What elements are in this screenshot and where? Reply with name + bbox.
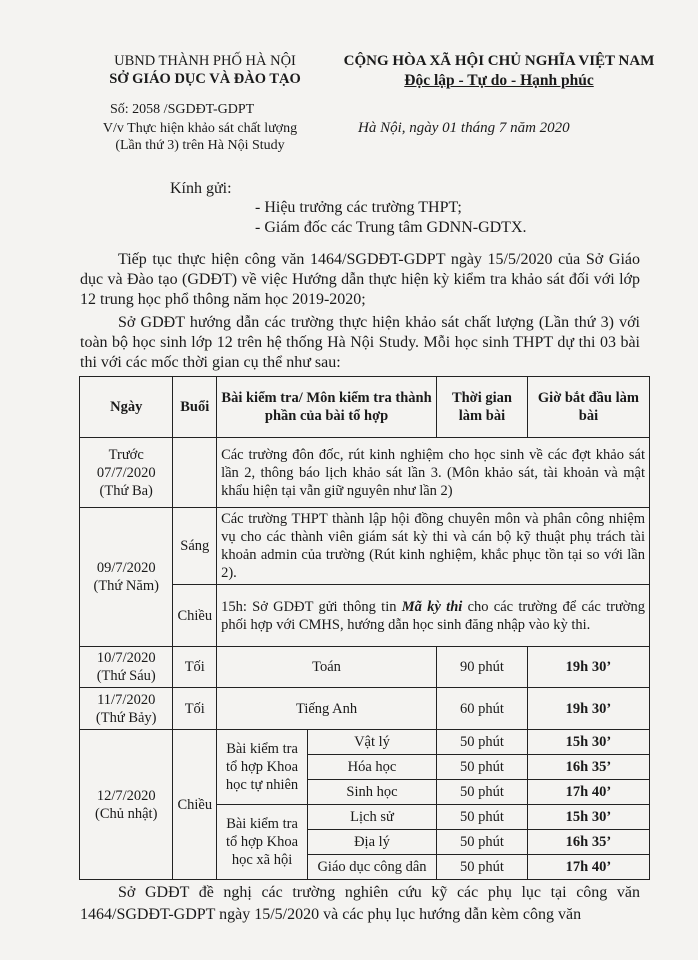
day-weekday: (Thứ Ba)	[99, 482, 153, 499]
issuer-department: SỞ GIÁO DỤC VÀ ĐÀO TẠO	[109, 71, 301, 87]
document-number: Số: 2058 /SGDĐT-GDPT	[110, 102, 255, 117]
document-date: Hà Nội, ngày 01 tháng 7 năm 2020	[358, 120, 570, 136]
day-cell	[80, 508, 173, 647]
content-text: cho các trường để các trường phối hợp với CMHS, hướng dẫn học sinh đăng nhập vào kỳ thi.	[221, 598, 645, 633]
day-date: 09/7/2020	[96, 560, 156, 576]
header-test: Bài kiểm tra/ Môn kiểm tra thành phần của bài tổ hợp	[217, 377, 437, 438]
document-subject	[80, 120, 320, 154]
subject-cell: Toán	[217, 647, 437, 688]
table-header-row	[80, 377, 650, 438]
content-cell	[217, 585, 650, 647]
duration-cell: 50 phút	[437, 830, 528, 855]
day-cell	[80, 647, 173, 688]
subject-cell: Lịch sử	[308, 805, 437, 830]
day-text: Trước	[108, 446, 144, 463]
duration-cell: 60 phút	[437, 688, 528, 730]
subject-cell: Vật lý	[308, 730, 437, 755]
subject-line-2: (Lần thứ 3) trên Hà Nội Study	[115, 138, 285, 153]
duration-cell: 50 phút	[437, 805, 528, 830]
day-weekday: (Chủ nhật)	[95, 805, 158, 822]
start-cell: 16h 35’	[527, 830, 649, 855]
start-cell: 17h 40’	[527, 780, 649, 805]
session-cell: Chiều	[173, 585, 217, 647]
header-duration: Thời gian làm bài	[437, 377, 528, 438]
table-row	[80, 438, 650, 508]
session-cell	[173, 438, 217, 508]
national-motto: Độc lập - Tự do - Hạnh phúc	[404, 72, 594, 89]
issuer-block	[60, 52, 350, 88]
session-cell: Tối	[173, 647, 217, 688]
subject-cell: Giáo dục công dân	[308, 855, 437, 880]
header-start: Giờ bắt đầu làm bài	[527, 377, 649, 438]
exam-code-emphasis: Mã kỳ thi	[401, 598, 463, 615]
table-row	[80, 647, 650, 688]
start-cell: 15h 30’	[527, 730, 649, 755]
start-cell: 19h 30’	[527, 688, 649, 730]
subject-cell: Sinh học	[308, 780, 437, 805]
header-day: Ngày	[80, 377, 173, 438]
day-cell	[80, 688, 173, 730]
day-date: 11/7/2020	[97, 691, 156, 708]
day-cell	[80, 438, 173, 508]
duration-cell: 90 phút	[437, 647, 528, 688]
day-weekday: (Thứ Năm)	[93, 578, 159, 594]
duration-cell: 50 phút	[437, 755, 528, 780]
duration-cell: 50 phút	[437, 730, 528, 755]
content-cell: Các trường THPT thành lập hội đồng chuyên môn và phân công nhiệm vụ cho các thành viên giám sát kỳ thi và cán bộ kỹ thuật phụ trách tài khoản admin của trường (Rút kinh nghiệm, khắc phục tồn tại so với lần 2).	[217, 508, 650, 585]
session-cell: Sáng	[173, 508, 217, 585]
national-header	[314, 52, 684, 90]
issuer-city: UBND THÀNH PHỐ HÀ NỘI	[114, 53, 296, 69]
table-row	[80, 508, 650, 585]
group-social-sciences: Bài kiểm tra tổ hợp Khoa học xã hội	[217, 805, 308, 880]
nation-name: CỘNG HÒA XÃ HỘI CHỦ NGHĨA VIỆT NAM	[343, 53, 655, 69]
duration-cell: 50 phút	[437, 780, 528, 805]
subject-line-1: V/v Thực hiện khảo sát chất lượng	[102, 121, 298, 136]
session-cell: Chiều	[173, 730, 217, 880]
day-weekday: (Thứ Bảy)	[95, 709, 157, 726]
day-date: 12/7/2020	[96, 787, 156, 804]
day-date: 07/7/2020	[96, 464, 156, 481]
day-weekday: (Thứ Sáu)	[96, 668, 156, 684]
group-natural-sciences: Bài kiểm tra tổ hợp Khoa học tự nhiên	[217, 730, 308, 805]
start-cell: 19h 30’	[527, 647, 649, 688]
greeting: Kính gửi:	[170, 180, 232, 197]
footer-paragraph: Sở GDĐT đề nghị các trường nghiên cứu kỹ các phụ lục tại công văn 1464/SGDĐT-GDPT ngày 15/5/2020 và các phụ lục hướng dẫn kèm công văn	[80, 884, 640, 923]
start-cell: 17h 40’	[527, 855, 649, 880]
table-row	[80, 688, 650, 730]
content-text: 15h: Sở GDĐT gửi thông tin	[221, 598, 402, 615]
content-cell: Các trường đôn đốc, rút kinh nghiệm cho học sinh về các đợt khảo sát lần 2, thông báo lịch khảo sát lần 3. (Môn khảo sát, tài khoản và mật khẩu hiện tại vẫn giữ nguyên như lần 2)	[217, 438, 650, 508]
schedule-table	[79, 376, 650, 880]
duration-cell: 50 phút	[437, 855, 528, 880]
paragraph-1: Tiếp tục thực hiện công văn 1464/SGDĐT-GDPT ngày 15/5/2020 của Sở Giáo dục và Đào tạo (GDĐT) về việc Hướng dẫn thực hiện kỳ kiểm tra khảo sát đối với lớp 12 trung học phổ thông năm học 2019-2020;	[80, 251, 640, 308]
subject-cell: Địa lý	[308, 830, 437, 855]
paragraph-2: Sở GDĐT hướng dẫn các trường thực hiện khảo sát chất lượng (Lần thứ 3) với toàn bộ học sinh lớp 12 trên hệ thống Hà Nội Study. Mỗi học sinh THPT dự thi 03 bài thi với các mốc thời gian cụ thể như sau:	[80, 314, 640, 371]
header-session: Buổi	[173, 377, 217, 438]
day-date: 10/7/2020	[96, 650, 156, 666]
session-cell: Tối	[173, 688, 217, 730]
recipient-1: - Hiệu trưởng các trường THPT;	[255, 199, 462, 216]
start-cell: 16h 35’	[527, 755, 649, 780]
table-row	[80, 730, 650, 755]
day-cell	[80, 730, 173, 880]
start-cell: 15h 30’	[527, 805, 649, 830]
subject-cell: Tiếng Anh	[217, 688, 437, 730]
recipient-2: - Giám đốc các Trung tâm GDNN-GDTX.	[255, 219, 527, 236]
subject-cell: Hóa học	[308, 755, 437, 780]
